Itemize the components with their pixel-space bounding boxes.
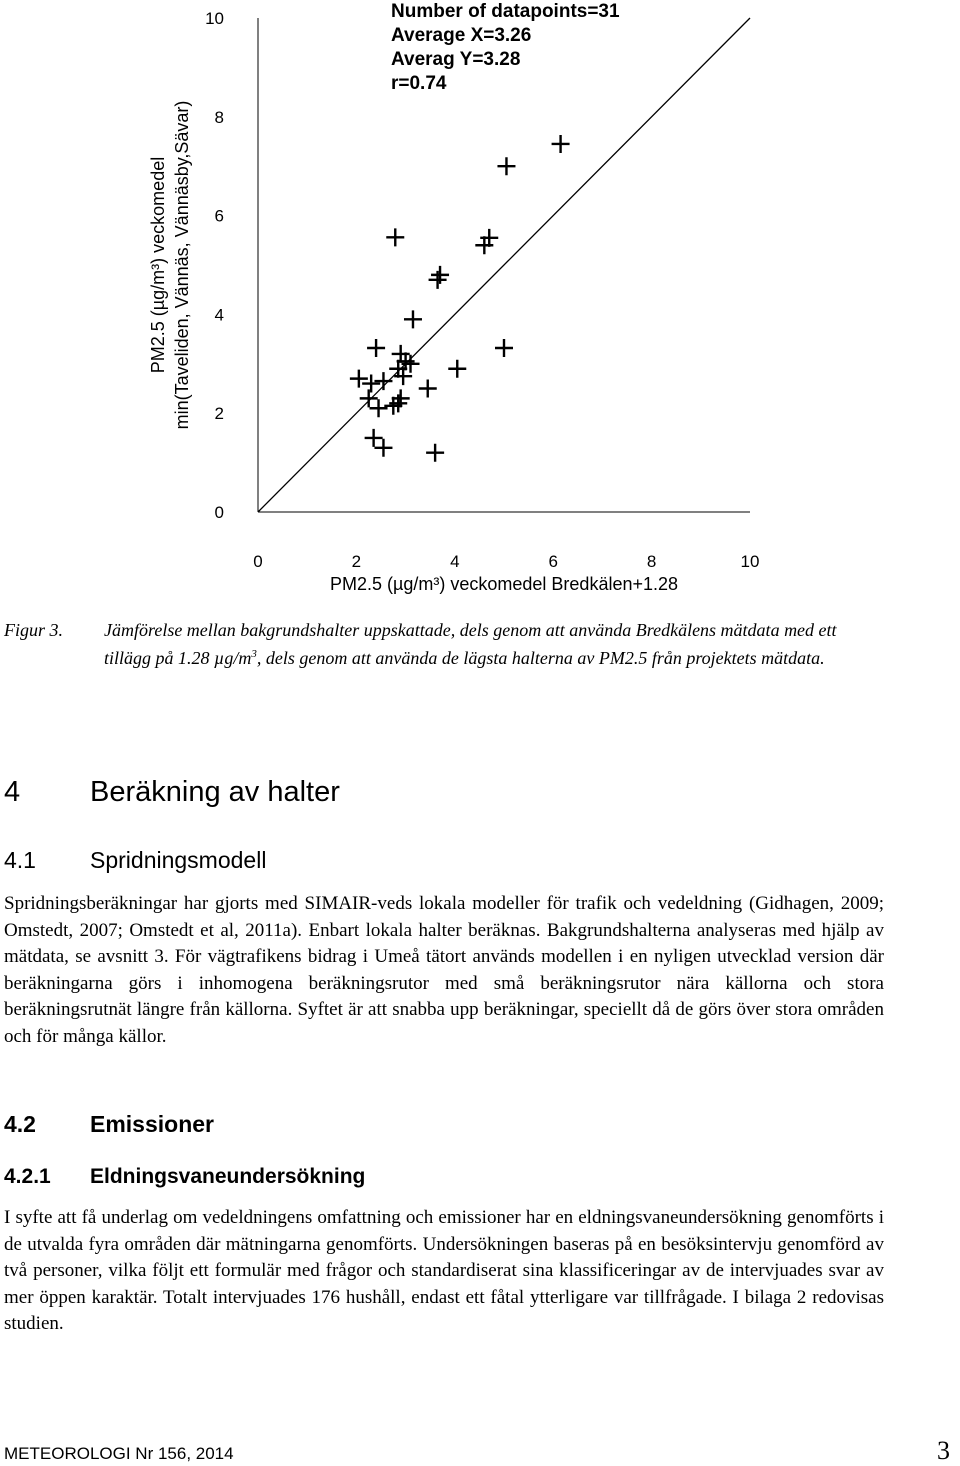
x-axis-label: PM2.5 (µg/m³) veckomedel Bredkälen+1.28 [329, 574, 679, 594]
y-tick-label: 6 [214, 206, 224, 226]
x-tick-label: 4 [450, 552, 460, 571]
y-tick-label: 4 [214, 305, 224, 325]
data-point [386, 228, 404, 246]
y-tick-label: 0 [214, 503, 224, 522]
caption-text: Jämförelse mellan bakgrundshalter uppskattade, dels genom att använda Bredkälens mätdata med ett tillägg på 1.28 $\mu g/m^3$, dels genom att använda de lägsta halterna av PM2.5 från projektets mätdata. [104, 620, 837, 668]
reference-line-1to1 [258, 18, 750, 512]
section-4-heading: 4 Beräkning av halter [4, 776, 340, 808]
x-tick-label: 10 [740, 552, 760, 571]
data-point [370, 399, 388, 417]
data-point [350, 370, 368, 388]
data-point [419, 380, 437, 398]
y-tick-labels [205, 9, 224, 522]
page-number: 3 [937, 1436, 950, 1465]
data-point [497, 157, 515, 175]
x-tick-labels [253, 552, 759, 571]
stat-average-x: Average X=3.26 [391, 25, 532, 46]
x-tick-label: 2 [351, 552, 362, 571]
stat-datapoints: Number of datapoints=31 [391, 1, 620, 22]
data-point [367, 339, 385, 357]
data-point [495, 339, 513, 357]
x-tick-label: 6 [548, 552, 558, 571]
stat-average-y: Averag Y=3.28 [391, 49, 521, 70]
section-4-2-heading: 4.2 Emissioner [4, 1111, 214, 1137]
section-4-2-1-heading: 4.2.1 Eldningsvaneundersökning [4, 1165, 366, 1188]
data-point [431, 266, 449, 284]
section-4-2-1-body: I syfte att få underlag om vedeldningens omfattning och emissioner har en eldningsvaneundersökning genomförts i de utvalda fyra områden där mätningarna genomförts. Undersökningen baseras på en besöksintervju genomförd av två personer, vilka följt ett formulär med frågor och standardiserat sina klassificeringar av de intervjuades svar av mer öppen karaktär. Totalt intervjuades 176 hushåll, endast ett fåtal ytterligare var tillfrågade. I bilaga 2 redovisas studien. [4, 1207, 884, 1334]
y-tick-label: 2 [214, 404, 224, 424]
y-tick-label: 10 [205, 9, 224, 28]
y-tick-label: 8 [214, 107, 224, 127]
data-point [362, 375, 380, 393]
stat-r: r=0.74 [391, 73, 447, 94]
scatter-chart [0, 0, 960, 605]
x-tick-label: 0 [253, 552, 263, 571]
x-tick-label: 8 [646, 552, 657, 571]
data-point [365, 429, 383, 447]
data-point [389, 394, 407, 412]
data-point [429, 271, 447, 289]
data-point [360, 389, 378, 407]
figure-caption [4, 618, 884, 670]
footer-publication: METEOROLOGI Nr 156, 2014 [4, 1444, 234, 1463]
data-point [374, 439, 392, 457]
data-point [426, 444, 444, 462]
data-point [448, 360, 466, 378]
caption-label: Figur 3. [4, 620, 64, 640]
data-points [350, 135, 570, 462]
y-axis-label-line2: min(Taveliden, Vännäs, Vännäsby,Sävar) [172, 100, 192, 430]
data-point [552, 135, 570, 153]
data-point [404, 310, 422, 328]
section-4-1-body: Spridningsberäkningar har gjorts med SIMAIR-veds lokala modeller för trafik och vedeldning (Gidhagen, 2009; Omstedt, 2007; Omstedt et al, 2011a). Enbart lokala halter beräknas. Bakgrundshalterna analyseras med hjälp av mätdata, se avsnitt 3. För vägtrafikens bidrag i Umeå tätort används modellen i en nyligen utvecklad version där beräkningarna görs i inhomogena beräkningsrutor med små beräkningsrutor nära källorna och stora beräkningsrutnät längre från källorna. Syftet är att snabba upp beräkningar, speciellt då de görs över stora områden och för många källor. [4, 893, 884, 1047]
y-axis-label-line1: PM2.5 (µg/m³) veckomedel [148, 156, 168, 374]
section-4-1-heading: 4.1 Spridningsmodell [4, 847, 267, 873]
data-point [374, 372, 392, 390]
